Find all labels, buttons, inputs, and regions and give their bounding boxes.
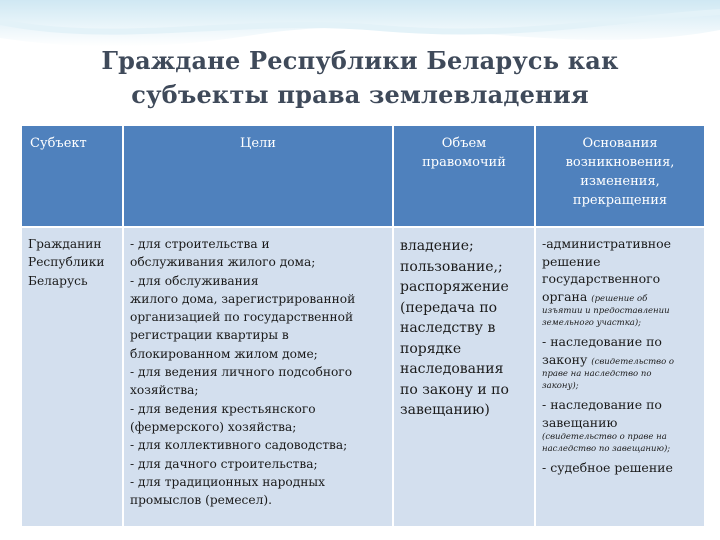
rights-line: наследству в	[400, 320, 496, 336]
rights-line: завещанию)	[400, 402, 490, 418]
header-grounds-line: Основания	[582, 136, 658, 151]
grounds-note-line: наследство по завещанию);	[542, 444, 671, 454]
grounds-line: - судебное решение	[542, 460, 673, 475]
header-grounds-line: изменения,	[580, 174, 660, 189]
rights-line: наследования	[400, 361, 504, 377]
rights-line: распоряжение	[400, 279, 509, 295]
rights-cell	[394, 228, 534, 526]
goal-line: - для ведения крестьянского	[130, 401, 316, 416]
goal-line: промыслов (ремесел).	[130, 493, 272, 508]
grounds-note-line: закону);	[542, 381, 579, 391]
goal-line: - для строительства и	[130, 237, 270, 251]
grounds-law-note: (свидетельство о	[591, 356, 675, 367]
goal-line: (фермерского) хозяйства;	[130, 419, 297, 434]
goal-line: - для дачного строительства;	[130, 456, 318, 471]
grounds-law-text: закону	[542, 351, 588, 367]
slide-title	[40, 44, 680, 112]
grounds-line: - наследование по	[542, 397, 662, 412]
slide-title-line-1: Граждане Республики Беларусь как	[101, 46, 619, 75]
rights-line: порядке	[400, 340, 462, 357]
slide-title-line-2: субъекты права землевладения	[131, 80, 589, 109]
grounds-line	[542, 351, 699, 369]
grounds-organ-text: органа	[542, 288, 588, 304]
goal-line: - для коллективного садоводства;	[130, 438, 348, 453]
goal-line: - для ведения личного подсобного	[130, 365, 353, 380]
header-grounds-line: возникновения,	[565, 155, 675, 170]
goal-line: жилого дома, зарегистрированной	[130, 291, 356, 306]
goal-line: организацией по государственной	[130, 310, 354, 325]
header-scope-line: правомочий	[422, 155, 506, 170]
goal-line: регистрации квартиры в	[130, 328, 289, 343]
goal-line: - для обслуживания	[130, 273, 259, 288]
grounds-cell	[536, 228, 704, 526]
rights-line: пользование,;	[400, 258, 503, 275]
grounds-line: государственного	[542, 271, 661, 286]
subject-line: Республики	[28, 255, 105, 270]
grounds-line: завещанию	[542, 414, 618, 430]
header-subject: Субъект	[22, 126, 122, 226]
subject-line: Гражданин	[28, 237, 102, 251]
grounds-line: - наследование по	[542, 334, 662, 349]
header-grounds-line: прекращения	[572, 193, 668, 208]
subjects-table	[22, 126, 698, 524]
grounds-line	[542, 288, 699, 306]
goal-line: блокированном жилом доме;	[130, 346, 318, 361]
header-grounds	[536, 126, 704, 226]
goal-line: хозяйства;	[130, 383, 199, 398]
grounds-note-line: (свидетельство о праве на	[542, 432, 667, 442]
header-scope-line: Объем	[441, 136, 487, 151]
header-scope	[394, 126, 534, 226]
grounds-note-line: земельного участка);	[542, 318, 642, 328]
header-goals: Цели	[124, 126, 392, 226]
grounds-organ-note: (решение об	[591, 293, 648, 304]
goals-cell	[124, 228, 392, 526]
rights-line: владение;	[400, 238, 474, 254]
grounds-note-line: изъятии и предоставлении	[542, 306, 670, 316]
grounds-note-line: праве на наследство по	[542, 369, 652, 379]
subject-cell	[22, 228, 122, 526]
rights-line: (передача по	[400, 299, 498, 316]
rights-line: по закону и по	[400, 381, 509, 398]
goal-line: обслуживания жилого дома;	[130, 255, 316, 270]
goal-line: - для традиционных народных	[130, 474, 325, 489]
subject-line: Беларусь	[28, 273, 88, 288]
grounds-line: решение	[542, 253, 601, 269]
grounds-line: -административное	[542, 236, 671, 251]
